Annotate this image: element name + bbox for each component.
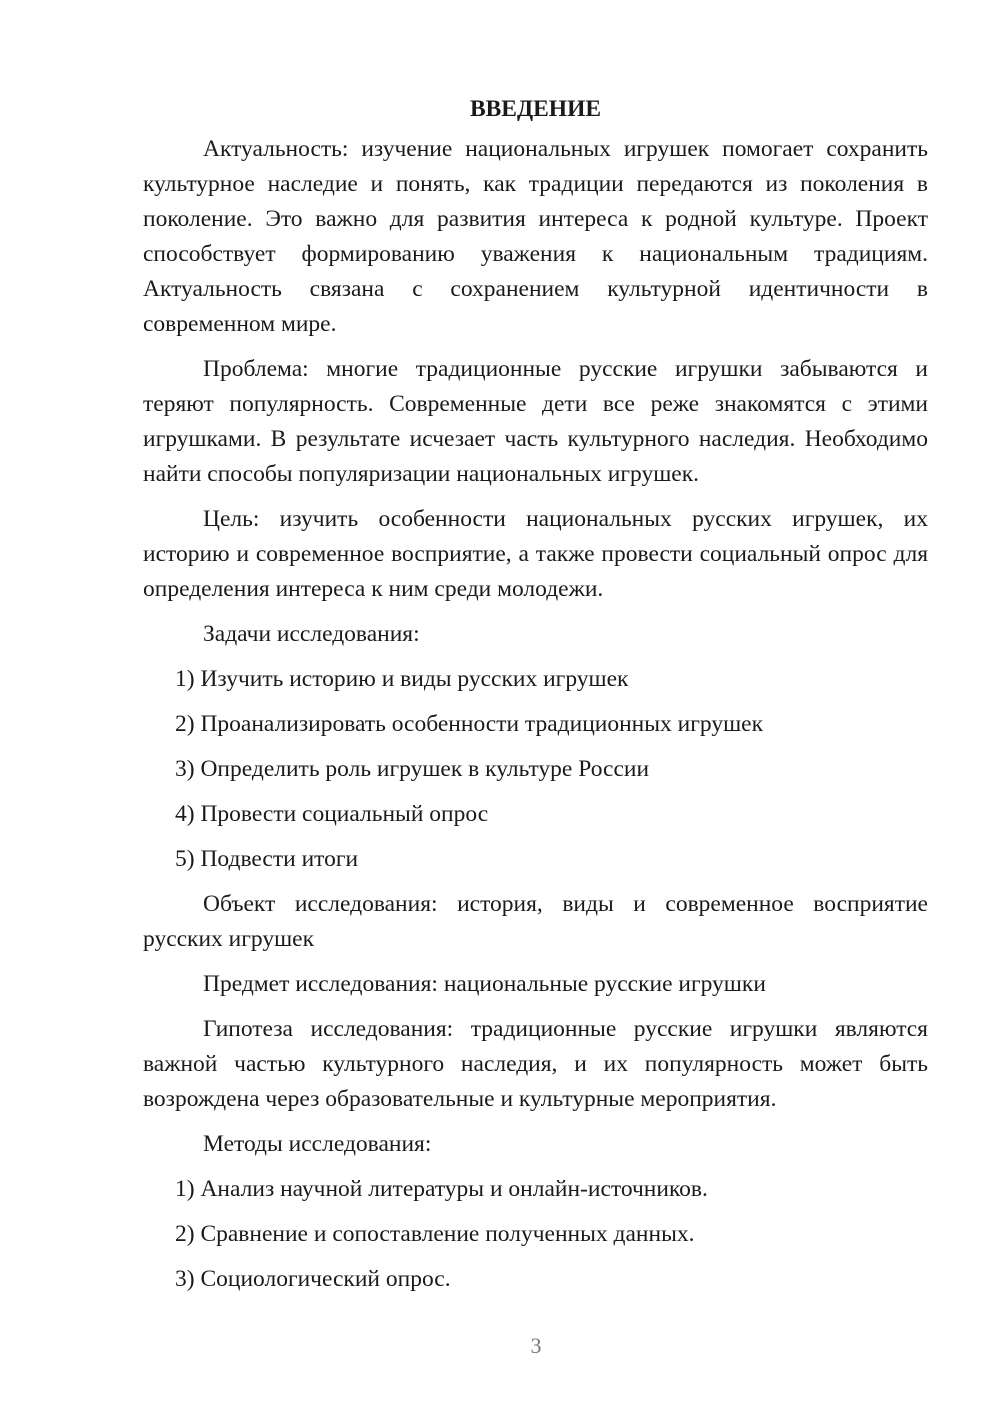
task-item: 2) Проанализировать особенности традиционных игрушек bbox=[175, 711, 764, 737]
task-item: 5) Подвести итоги bbox=[175, 846, 359, 872]
goal-paragraph: Цель: изучить особенности национальных русских игрушек, их историю и современное восприятие, а также провести социальный опрос для определения интереса к ним среди молодежи. bbox=[143, 506, 928, 602]
method-item: 2) Сравнение и сопоставление полученных данных. bbox=[175, 1221, 695, 1247]
task-item: 1) Изучить историю и виды русских игрушек bbox=[175, 666, 629, 692]
page-content bbox=[143, 92, 928, 1307]
problem-paragraph: Проблема: многие традиционные русские игрушки забываются и теряют популярность. Современные дети все реже знакомятся с этими игрушками. В результате исчезает часть культурного наследия. Необходимо найти способы популяризации национальных игрушек. bbox=[143, 356, 928, 487]
tasks-list bbox=[143, 662, 928, 877]
method-item: 1) Анализ научной литературы и онлайн-источников. bbox=[175, 1176, 708, 1202]
tasks-heading: Задачи исследования: bbox=[203, 621, 420, 647]
page-number: 3 bbox=[530, 1333, 542, 1358]
section-title: ВВЕДЕНИЕ bbox=[469, 96, 602, 122]
subject-paragraph: Предмет исследования: национальные русские игрушки bbox=[203, 971, 766, 997]
methods-heading: Методы исследования: bbox=[203, 1131, 432, 1157]
method-item: 3) Социологический опрос. bbox=[175, 1266, 451, 1292]
relevance-paragraph: Актуальность: изучение национальных игрушек помогает сохранить культурное наследие и понять, как традиции передаются из поколения в поколение. Это важно для развития интереса к родной культуре. Проект способствует формированию уважения к национальным традициям. Актуальность связана с сохранением культурной идентичности в современном мире. bbox=[143, 136, 928, 337]
task-item: 4) Провести социальный опрос bbox=[175, 801, 489, 827]
methods-list bbox=[143, 1172, 928, 1297]
hypothesis-paragraph: Гипотеза исследования: традиционные русские игрушки являются важной частью культурного наследия, и их популярность может быть возрождена через образовательные и культурные мероприятия. bbox=[143, 1016, 928, 1112]
task-item: 3) Определить роль игрушек в культуре России bbox=[175, 756, 650, 782]
object-paragraph: Объект исследования: история, виды и современное восприятие русских игрушек bbox=[143, 891, 928, 952]
